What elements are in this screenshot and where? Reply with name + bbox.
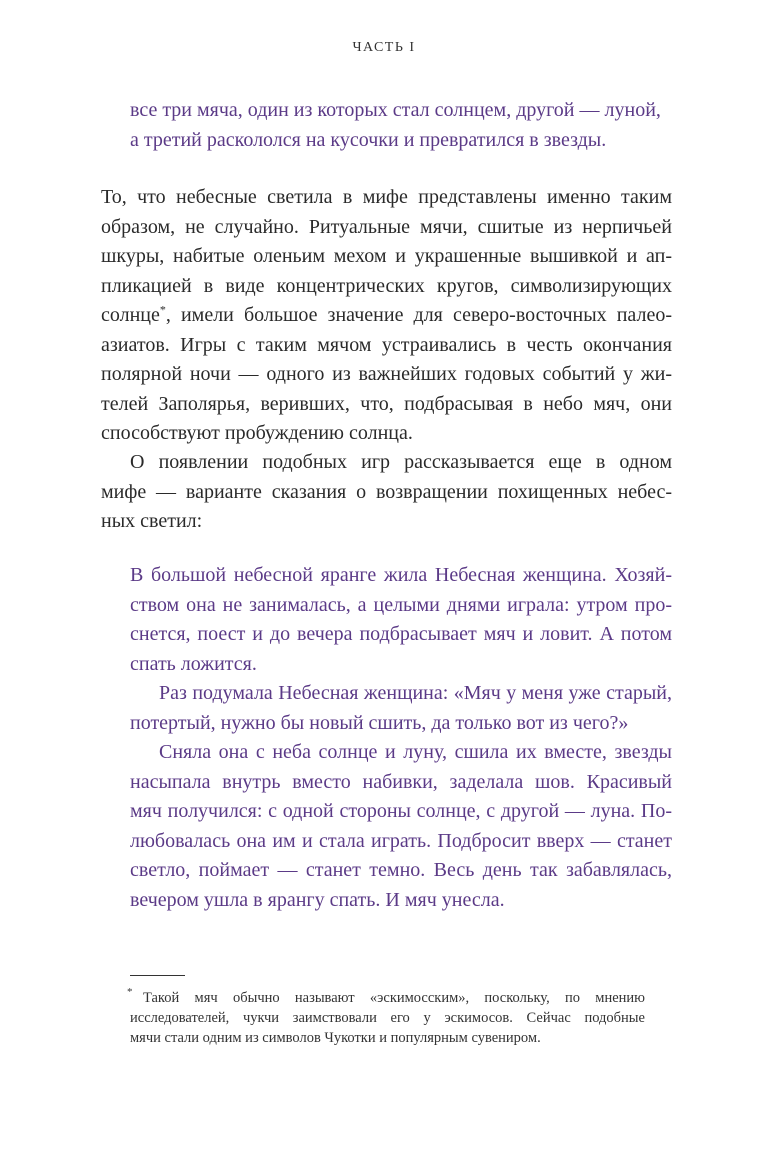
quote-line: а третий раскололся на кусочки и превратился в звезды. (130, 128, 607, 151)
footnote-line: Такой мяч обычно называют «эскимосским», поскольку, по мнению (143, 990, 645, 1006)
quote-line: мяч получился: с одной стороны солнце, с другой — луна. По- (130, 800, 672, 822)
body-line: О появлении подобных игр рассказывается еще в одном (130, 451, 672, 473)
quote-line: ством она не занималась, а целыми днями играла: утром про- (130, 593, 672, 616)
body-line: пликацией в виде концентрических кругов, символизирующих (101, 274, 672, 297)
body-line: телей Заполярья, веривших, что, подбрасывая в небо мяч, они (101, 392, 672, 415)
quote-line: светло, поймает — станет темно. Весь день так забавлялась, (130, 859, 672, 881)
body-paragraph-2 (101, 448, 672, 537)
body-line: азиатов. Игры с таким мячом устраивались в честь окончания (101, 333, 672, 356)
body-line: шкуры, набитые оленьим мехом и украшенные вышивкой и ап- (101, 245, 672, 267)
body-line: образом, не случайно. Ритуальные мячи, сшитые из нерпичьей (101, 215, 672, 238)
quote-line: потертый, нужно бы новый сшить, да только вот из чего?» (130, 711, 629, 734)
footnote-rule (130, 975, 185, 976)
body-line: мифе — варианте сказания о возвращении похищенных небес- (101, 480, 672, 503)
body-line: полярной ночи — одного из важнейших годовых событий у жи- (101, 363, 672, 385)
quote-line: Сняла она с неба солнце и луну, сшила их вместе, звезды (159, 741, 672, 763)
body-line: способствуют пробуждению солнца. (101, 422, 413, 444)
quote-continuation (130, 96, 661, 155)
quote-line: любовалась она им и стала играть. Подбросит вверх — станет (130, 829, 672, 852)
body-text: солнце (101, 304, 160, 326)
quote-line: все три мяча, один из которых стал солнцем, другой — луной, (130, 99, 661, 121)
body-line-with-footnote (101, 301, 672, 331)
footnote-marker: * (127, 986, 133, 998)
footnote-reference[interactable]: * (159, 302, 166, 317)
body-line: ных светил: (101, 510, 203, 532)
running-head: ЧАСТЬ I (352, 40, 416, 55)
quote-line: Раз подумала Небесная женщина: «Мяч у меня уже старый, (159, 682, 672, 704)
quote-line: В большой небесной яранге жила Небесная женщина. Хозяй- (130, 564, 672, 586)
quote-line: снется, поест и до вечера подбрасывает мяч и ловит. А потом (130, 623, 672, 645)
body-text: , имели большое значение для северо-восточных палео- (165, 304, 672, 326)
body-paragraph-1 (101, 183, 672, 449)
quote-line: вечером ушла в ярангу спать. И мяч унесла. (130, 888, 505, 911)
footnote (127, 986, 645, 1048)
myth-quote (130, 561, 672, 915)
footnote-line: исследователей, чукчи заимствовали его у эскимосов. Сейчас подобные (130, 1010, 645, 1026)
quote-line: спать ложится. (130, 652, 257, 675)
footnote-line: мячи стали одним из символов Чукотки и популярным сувениром. (130, 1030, 541, 1046)
quote-line: насыпала внутрь вместо набивки, заделала шов. Красивый (130, 770, 672, 793)
body-line: То, что небесные светила в мифе представлены именно таким (101, 186, 672, 208)
